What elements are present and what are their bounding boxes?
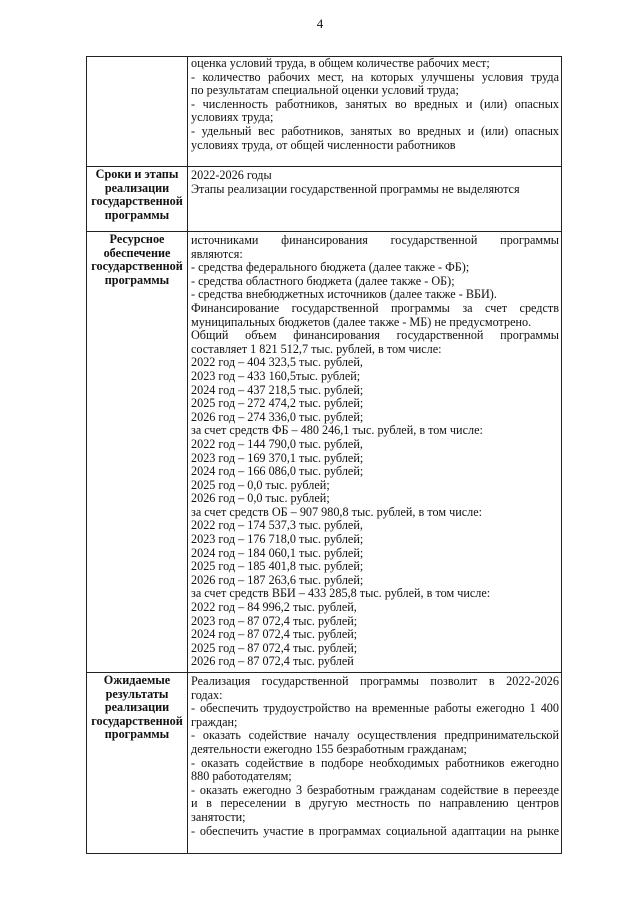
text-line: 2023 год – 176 718,0 тыс. рублей; [191,532,364,547]
table-row [87,673,562,854]
text-line: 2022 год – 144 790,0 тыс. рублей, [191,436,363,451]
text-line: 2023 год – 87 072,4 тыс. рублей; [191,613,358,628]
text-line: - удельный вес работников, занятых во вредных и (или) опасных [191,123,559,138]
text-line: 2025 год – 272 474,2 тыс. рублей; [191,396,364,411]
program-passport-table [86,56,562,854]
text-line: - средства федерального бюджета (далее также - ФБ); [191,260,470,275]
row-content [188,57,562,167]
text-line: 2022 год – 174 537,3 тыс. рублей, [191,518,363,533]
page-number: 4 [316,16,324,31]
text-line: за счет средств ОБ – 907 980,8 тыс. рублей, в том числе: [191,504,483,519]
text-line: оценка условий труда, в общем количестве рабочих мест; [191,56,490,70]
text-line: составляет 1 821 512,7 тыс. рублей, в том числе: [191,341,442,356]
table-row [87,167,562,232]
row-label [87,57,188,167]
text-line: граждан; [191,714,238,729]
text-line: за счет средств ФБ – 480 246,1 тыс. рублей, в том числе: [191,423,483,438]
text-line: 2022 год – 84 996,2 тыс. рублей, [191,600,357,615]
text-line: деятельности ежегодно 155 безработным гражданам; [191,741,467,756]
table-row [87,232,562,673]
row-label: Сроки и этапы реализации государственной программы [87,167,188,232]
text-line: и в переселении в другую местность по направлению центров [191,796,559,811]
text-line: 2023 год – 433 160,5тыс. рублей; [191,368,361,383]
text-line: 2024 год – 166 086,0 тыс. рублей; [191,464,364,479]
text-line: Общий объем финансирования государственной программы [191,328,559,343]
row-content [188,673,562,854]
text-line: - численность работников, занятых во вредных и (или) опасных [191,96,559,111]
text-line: Этапы реализации государственной программы не выделяются [191,181,520,196]
text-line: - обеспечить трудоустройство на временные работы ежегодно 1 400 [191,701,559,716]
text-line: занятости; [191,809,246,824]
text-line: 2025 год – 0,0 тыс. рублей; [191,477,330,492]
text-line: 2026 год – 187 263,6 тыс. рублей; [191,572,364,587]
text-line: 2022-2026 годы [191,168,272,182]
text-line: 2024 год – 87 072,4 тыс. рублей; [191,627,358,642]
text-line: - количество рабочих мест, на которых улучшены условия труда [191,69,559,84]
text-line: 2025 год – 185 401,8 тыс. рублей; [191,559,364,574]
text-line: - оказать содействие в подборе необходимых работников ежегодно [191,755,559,770]
table-row [87,57,562,167]
text-line: - средства внебюджетных источников (далее также - ВБИ). [191,287,497,302]
text-line: условиях труда; [191,110,274,125]
text-line: - обеспечить участие в программах социальной адаптации на рынке [191,823,559,838]
row-label: Ресурсное обеспечение государственной программы [87,232,188,673]
text-line: - оказать содействие началу осуществления предпринимательской [191,728,559,743]
row-content [188,232,562,673]
text-line: Финансирование государственной программы за счет средств [191,300,559,315]
text-line: годах: [191,687,223,702]
text-line: условиях труда, от общей численности работников [191,137,456,152]
text-line: муниципальных бюджетов (далее также - МБ) не предусмотрено. [191,314,532,329]
row-content [188,167,562,232]
row-label: Ожидаемые результаты реализации государственной программы [87,673,188,854]
text-line: Реализация государственной программы позволит в 2022-2026 [191,674,559,688]
text-line: являются: [191,246,243,261]
text-line: 2026 год – 274 336,0 тыс. рублей; [191,409,364,424]
text-line: 2026 год – 0,0 тыс. рублей; [191,491,330,506]
text-line: за счет средств ВБИ – 433 285,8 тыс. рублей, в том числе: [191,586,491,601]
text-line: 2025 год – 87 072,4 тыс. рублей; [191,640,358,655]
text-line: 2024 год – 184 060,1 тыс. рублей; [191,545,364,560]
text-line: - средства областного бюджета (далее также - ОБ); [191,273,455,288]
text-line: по результатам специальной оценки условий труда; [191,83,459,98]
text-line: 2026 год – 87 072,4 тыс. рублей [191,654,354,669]
text-line: 2023 год – 169 370,1 тыс. рублей; [191,450,364,465]
text-line: 880 работодателям; [191,769,292,784]
text-line: - оказать ежегодно 3 безработным гражданам содействие в переезде [191,782,559,797]
text-line: источниками финансирования государственной программы [191,233,559,247]
text-line: 2022 год – 404 323,5 тыс. рублей, [191,355,363,370]
text-line: 2024 год – 437 218,5 тыс. рублей; [191,382,364,397]
